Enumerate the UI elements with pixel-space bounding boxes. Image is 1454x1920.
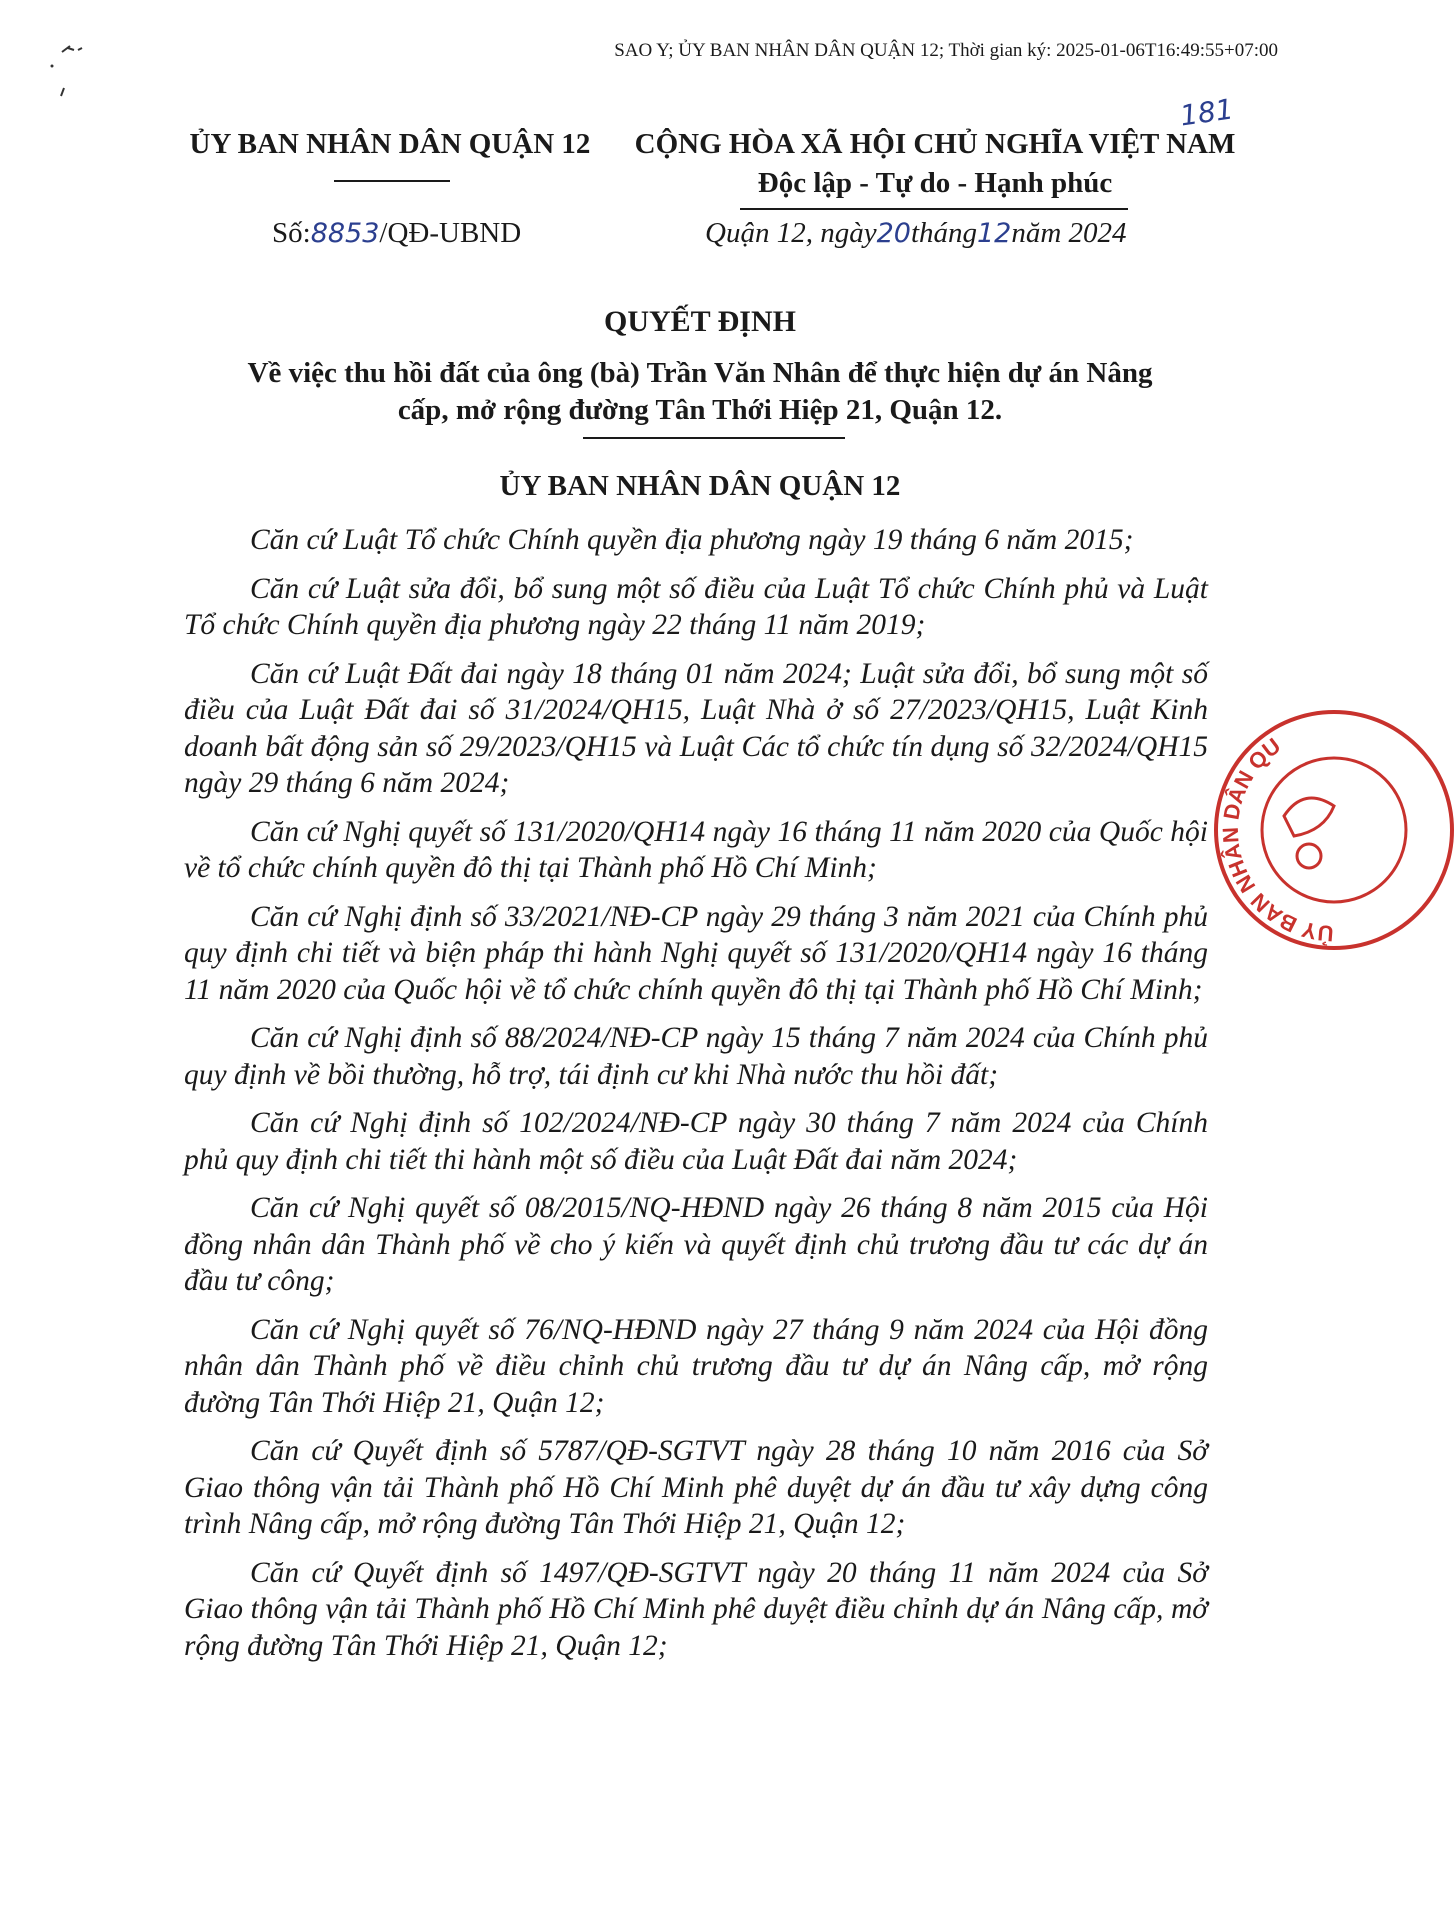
document-title: QUYẾT ĐỊNH (604, 305, 796, 338)
seal-text: ỦY BAN NHÂN DÂN QU (1217, 732, 1335, 947)
national-motto: Độc lập - Tự do - Hạnh phúc (757, 167, 1113, 199)
motto-underline (740, 208, 1128, 210)
legal-basis-item: Căn cứ Luật Đất đai ngày 18 tháng 01 năm 2024; Luật sửa đổi, bổ sung một số điều của Luật Đất đai số 31/2024/QH15, Luật Nhà ở số 27/2023/QH15, Luật Kinh doanh bất động sản số 29/2023/QH15 và Luật Các tổ chức tín dụng số 32/2024/QH15 ngày 29 tháng 6 năm 2024; (184, 657, 1208, 799)
document-subject (140, 355, 1260, 429)
issuing-authority: ỦY BAN NHÂN DÂN QUẬN 12 (189, 128, 591, 160)
legal-basis-item: Căn cứ Nghị quyết số 131/2020/QH14 ngày 16 tháng 11 năm 2020 của Quốc hội về tổ chức chính quyền đô thị tại Thành phố Hồ Chí Minh; (184, 815, 1208, 884)
decision-body-title: ỦY BAN NHÂN DÂN QUẬN 12 (499, 470, 901, 502)
legal-basis-item: Căn cứ Nghị định số 88/2024/NĐ-CP ngày 15 tháng 7 năm 2024 của Chính phủ quy định về bồi thường, hỗ trợ, tái định cư khi Nhà nước thu hồi đất; (184, 1022, 1208, 1091)
date-mid: tháng (910, 217, 977, 249)
handwritten-page-number: 181 (1177, 92, 1236, 133)
handwritten-month: 12 (977, 218, 1012, 249)
legal-basis-list (184, 522, 1208, 1676)
legal-basis-item: Căn cứ Luật sửa đổi, bổ sung một số điều của Luật Tổ chức Chính phủ và Luật Tổ chức Chính quyền địa phương ngày 22 tháng 11 năm 2019; (184, 572, 1208, 641)
legal-basis-item: Căn cứ Nghị định số 33/2021/NĐ-CP ngày 29 tháng 3 năm 2021 của Chính phủ quy định chi tiết và biện pháp thi hành Nghị quyết số 131/2020/QH14 ngày 16 tháng 11 năm 2020 của Quốc hội về tổ chức chính quyền đô thị tại Thành phố Hồ Chí Minh; (184, 900, 1208, 1006)
official-seal-stamp (1214, 706, 1335, 954)
legal-basis-item: Căn cứ Nghị định số 102/2024/NĐ-CP ngày 30 tháng 7 năm 2024 của Chính phủ quy định chi tiết thi hành một số điều của Luật Đất đai năm 2024; (184, 1107, 1208, 1176)
subject-line-1: Về việc thu hồi đất của ông (bà) Trần Văn Nhân để thực hiện dự án Nâng (247, 357, 1153, 389)
legal-basis-item: Căn cứ Quyết định số 1497/QĐ-SGTVT ngày 20 tháng 11 năm 2024 của Sở Giao thông vận tải Thành phố Hồ Chí Minh phê duyệt điều chỉnh dự án Nâng cấp, mở rộng đường Tân Thới Hiệp 21, Quận 12; (184, 1556, 1208, 1662)
handwritten-day: 20 (876, 218, 911, 249)
digital-copy-note: SAO Y; ỦY BAN NHÂN DÂN QUẬN 12; Thời gian ký: 2025-01-06T16:49:55+07:00 (614, 40, 1278, 61)
document-number (272, 217, 521, 250)
legal-basis-item: Căn cứ Nghị quyết số 76/NQ-HĐND ngày 27 tháng 9 năm 2024 của Hội đồng nhân dân Thành phố về điều chỉnh chủ trương đầu tư dự án Nâng cấp, mở rộng đường Tân Thới Hiệp 21, Quận 12; (184, 1313, 1208, 1419)
legal-basis-item: Căn cứ Quyết định số 5787/QĐ-SGTVT ngày 28 tháng 10 năm 2016 của Sở Giao thông vận tải Thành phố Hồ Chí Minh phê duyệt dự án đầu tư xây dựng công trình Nâng cấp, mở rộng đường Tân Thới Hiệp 21, Quận 12; (184, 1435, 1208, 1540)
national-title: CỘNG HÒA XÃ HỘI CHỦ NGHĨA VIỆT NAM (634, 128, 1236, 160)
scan-marks (40, 38, 120, 118)
date-prefix: Quận 12, ngày (705, 217, 877, 249)
authority-underline (334, 180, 450, 182)
date-suffix: năm 2024 (1011, 217, 1127, 249)
issue-date (705, 217, 1127, 250)
legal-basis-item: Căn cứ Nghị quyết số 08/2015/NQ-HĐND ngày 26 tháng 8 năm 2015 của Hội đồng nhân dân Thành phố về cho ý kiến và quyết định chủ trương đầu tư các dự án đầu tư công; (184, 1192, 1208, 1297)
subject-underline (583, 437, 845, 439)
subject-line-2: cấp, mở rộng đường Tân Thới Hiệp 21, Quận 12. (397, 394, 1003, 426)
handwritten-number: 8853 (310, 218, 380, 249)
number-suffix: /QĐ-UBND (379, 217, 522, 249)
number-prefix: Số: (272, 217, 311, 249)
legal-basis-item: Căn cứ Luật Tổ chức Chính quyền địa phương ngày 19 tháng 6 năm 2015; (250, 524, 1134, 556)
